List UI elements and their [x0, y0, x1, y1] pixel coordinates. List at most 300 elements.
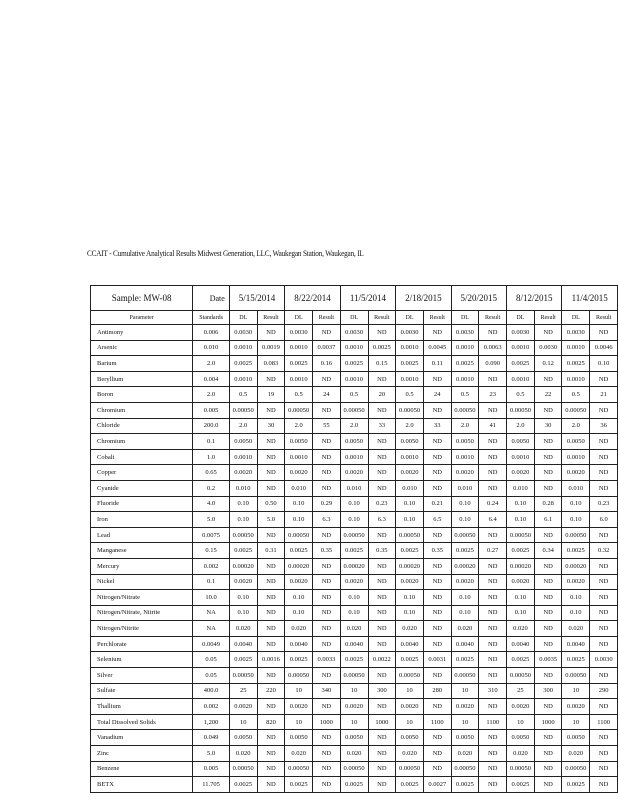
result-value: ND: [479, 527, 507, 543]
dl-value: 0.10: [229, 605, 257, 621]
result-value: 0.11: [423, 356, 451, 372]
result-value: ND: [423, 371, 451, 387]
dl-value: 0.0030: [340, 325, 368, 341]
table-row: [91, 574, 618, 590]
dl-value: 0.0010: [396, 340, 424, 356]
result-value: 55: [313, 418, 341, 434]
result-value: 1000: [313, 714, 341, 730]
result-value: ND: [368, 574, 396, 590]
result-value: ND: [479, 558, 507, 574]
dl-value: 0.00050: [396, 527, 424, 543]
result-value: ND: [534, 371, 562, 387]
result-value: ND: [368, 465, 396, 481]
result-value: 0.28: [534, 496, 562, 512]
table-row: [91, 496, 618, 512]
result-value: ND: [423, 402, 451, 418]
result-value: 0.0019: [257, 340, 285, 356]
date-header-row: [91, 286, 618, 311]
parameter-name: Cobalt: [91, 449, 193, 465]
result-value: ND: [423, 325, 451, 341]
dl-value: 0.0025: [285, 543, 313, 559]
dl-value: 0.10: [229, 496, 257, 512]
result-value: 0.32: [590, 543, 618, 559]
dl-value: 0.0040: [507, 636, 535, 652]
dl-value: 0.0020: [507, 574, 535, 590]
result-value: ND: [313, 668, 341, 684]
standard-value: NA: [193, 605, 229, 621]
result-value: ND: [423, 590, 451, 606]
dl-value: 0.0025: [562, 543, 590, 559]
dl-value: 0.0025: [285, 356, 313, 372]
result-value: 0.0033: [313, 652, 341, 668]
dl-value: 0.010: [396, 480, 424, 496]
result-value: ND: [257, 480, 285, 496]
parameter-name: Mercury: [91, 558, 193, 574]
dl-value: 0.020: [396, 746, 424, 762]
dl-value: 0.10: [562, 512, 590, 528]
result-value: ND: [368, 730, 396, 746]
sample-label: Sample: MW-08: [91, 286, 193, 311]
table-row: [91, 730, 618, 746]
standard-value: 0.006: [193, 325, 229, 341]
dl-value: 0.10: [507, 605, 535, 621]
dl-value: 0.00020: [396, 558, 424, 574]
result-value: ND: [313, 402, 341, 418]
result-value: 310: [479, 683, 507, 699]
dl-value: 0.00050: [562, 668, 590, 684]
result-value: ND: [590, 746, 618, 762]
dl-value: 0.020: [285, 746, 313, 762]
dl-value: 0.0025: [340, 356, 368, 372]
dl-value: 0.0025: [340, 652, 368, 668]
table-row: [91, 371, 618, 387]
table-row: [91, 652, 618, 668]
dl-value: 0.0010: [507, 371, 535, 387]
table-row: [91, 668, 618, 684]
result-value: ND: [479, 402, 507, 418]
dl-value: 0.00020: [507, 558, 535, 574]
dl-value: 0.00020: [229, 558, 257, 574]
standard-value: 200.0: [193, 418, 229, 434]
parameter-name: Nickel: [91, 574, 193, 590]
dl-value: 0.020: [340, 746, 368, 762]
dl-value: 0.10: [451, 605, 479, 621]
dl-value: 0.00050: [229, 668, 257, 684]
result-value: 0.0035: [534, 652, 562, 668]
dl-value: 0.00050: [229, 402, 257, 418]
result-value: ND: [590, 402, 618, 418]
dl-value: 0.0040: [229, 636, 257, 652]
result-value: ND: [534, 746, 562, 762]
dl-value: 0.00020: [340, 558, 368, 574]
date-header: 8/12/2015: [507, 286, 562, 311]
result-value: ND: [313, 449, 341, 465]
dl-value: 10: [562, 683, 590, 699]
dl-value: 0.00050: [562, 761, 590, 777]
dl-value: 0.00050: [285, 402, 313, 418]
dl-value: 0.0050: [285, 434, 313, 450]
dl-value: 0.0025: [562, 356, 590, 372]
result-value: ND: [257, 558, 285, 574]
dl-header: DL: [285, 311, 313, 325]
dl-value: 2.0: [340, 418, 368, 434]
result-value: 0.090: [479, 356, 507, 372]
dl-value: 0.10: [229, 590, 257, 606]
parameter-name: Chloride: [91, 418, 193, 434]
result-value: ND: [534, 325, 562, 341]
result-value: ND: [368, 590, 396, 606]
result-value: ND: [368, 605, 396, 621]
result-value: ND: [534, 777, 562, 793]
standard-value: 0.0049: [193, 636, 229, 652]
result-value: 20: [368, 387, 396, 403]
result-value: 6.1: [534, 512, 562, 528]
result-value: ND: [479, 699, 507, 715]
date-header: 11/4/2015: [562, 286, 618, 311]
result-value: 6.3: [313, 512, 341, 528]
result-value: ND: [479, 668, 507, 684]
dl-value: 0.020: [340, 621, 368, 637]
result-value: ND: [313, 371, 341, 387]
result-value: 0.23: [368, 496, 396, 512]
dl-value: 0.0025: [451, 652, 479, 668]
standard-value: 0.002: [193, 558, 229, 574]
result-value: ND: [590, 325, 618, 341]
dl-value: 2.0: [229, 418, 257, 434]
result-value: 0.0022: [368, 652, 396, 668]
result-value: ND: [590, 699, 618, 715]
dl-value: 0.00050: [451, 761, 479, 777]
dl-value: 0.0010: [285, 371, 313, 387]
result-value: ND: [313, 730, 341, 746]
result-value: ND: [534, 636, 562, 652]
result-value: ND: [257, 402, 285, 418]
result-value: ND: [368, 527, 396, 543]
dl-value: 0.0030: [451, 325, 479, 341]
dl-header: DL: [562, 311, 590, 325]
dl-value: 0.0020: [285, 574, 313, 590]
dl-value: 0.0010: [562, 340, 590, 356]
result-value: 41: [479, 418, 507, 434]
result-value: ND: [368, 699, 396, 715]
dl-value: 0.0010: [285, 340, 313, 356]
parameter-name: Fluoride: [91, 496, 193, 512]
dl-value: 0.00050: [396, 668, 424, 684]
dl-value: 10: [507, 714, 535, 730]
dl-value: 0.10: [340, 590, 368, 606]
result-value: ND: [313, 636, 341, 652]
dl-value: 0.00050: [340, 761, 368, 777]
result-value: ND: [590, 590, 618, 606]
dl-value: 0.10: [507, 512, 535, 528]
dl-value: 0.0040: [451, 636, 479, 652]
dl-value: 0.0020: [340, 574, 368, 590]
result-value: 0.0037: [313, 340, 341, 356]
dl-value: 10: [229, 714, 257, 730]
table-caption: CCAIT - Cumulative Analytical Results Midwest Generation, LLC, Waukegan Station, Waukegan, IL: [87, 249, 364, 258]
result-value: 0.35: [313, 543, 341, 559]
dl-value: 0.10: [285, 590, 313, 606]
result-value: ND: [479, 434, 507, 450]
result-value: ND: [479, 325, 507, 341]
dl-value: 0.020: [396, 621, 424, 637]
table-row: [91, 590, 618, 606]
dl-value: 0.00050: [451, 402, 479, 418]
dl-value: 0.0020: [562, 465, 590, 481]
parameter-name: Iron: [91, 512, 193, 528]
result-value: ND: [479, 574, 507, 590]
dl-value: 0.10: [562, 605, 590, 621]
parameter-name: Arsenic: [91, 340, 193, 356]
result-value: ND: [257, 621, 285, 637]
parameter-header: Parameter: [91, 311, 193, 325]
dl-value: 0.0025: [507, 356, 535, 372]
result-value: 33: [368, 418, 396, 434]
dl-value: 0.0020: [451, 574, 479, 590]
result-value: 0.35: [368, 543, 396, 559]
result-value: ND: [313, 574, 341, 590]
dl-value: 0.0025: [285, 777, 313, 793]
result-value: ND: [423, 480, 451, 496]
standard-value: 2.0: [193, 387, 229, 403]
result-value: ND: [534, 402, 562, 418]
result-value: ND: [368, 434, 396, 450]
result-value: 820: [257, 714, 285, 730]
result-value: ND: [590, 449, 618, 465]
dl-value: 0.10: [451, 512, 479, 528]
dl-value: 0.10: [396, 496, 424, 512]
result-value: ND: [257, 527, 285, 543]
result-value: ND: [313, 325, 341, 341]
result-value: 0.0027: [423, 777, 451, 793]
result-value: ND: [257, 449, 285, 465]
result-value: 0.083: [257, 356, 285, 372]
dl-value: 0.0050: [507, 434, 535, 450]
result-value: ND: [313, 558, 341, 574]
result-value: 0.0030: [590, 652, 618, 668]
parameter-name: Total Dissolved Solids: [91, 714, 193, 730]
result-value: ND: [313, 465, 341, 481]
result-value: 6.0: [590, 512, 618, 528]
table-row: [91, 761, 618, 777]
dl-value: 0.0010: [229, 449, 257, 465]
dl-value: 0.0010: [507, 449, 535, 465]
dl-header: DL: [451, 311, 479, 325]
standard-value: 0.0075: [193, 527, 229, 543]
result-value: ND: [257, 605, 285, 621]
dl-value: 0.0040: [340, 636, 368, 652]
result-value: 0.0030: [534, 340, 562, 356]
result-value: ND: [368, 402, 396, 418]
dl-value: 0.0020: [229, 465, 257, 481]
dl-value: 0.0025: [562, 652, 590, 668]
dl-value: 0.0010: [451, 449, 479, 465]
parameter-name: Lead: [91, 527, 193, 543]
dl-value: 0.10: [507, 496, 535, 512]
dl-value: 0.0010: [229, 371, 257, 387]
result-value: 0.0016: [257, 652, 285, 668]
dl-value: 0.00050: [285, 668, 313, 684]
result-value: ND: [313, 746, 341, 762]
result-value: ND: [423, 449, 451, 465]
dl-value: 0.10: [396, 590, 424, 606]
dl-value: 0.0025: [340, 543, 368, 559]
result-value: ND: [590, 668, 618, 684]
dl-value: 2.0: [507, 418, 535, 434]
dl-value: 0.10: [340, 605, 368, 621]
result-value: 6.4: [479, 512, 507, 528]
result-value: ND: [257, 761, 285, 777]
parameter-name: Nitrogen/Nitrite: [91, 621, 193, 637]
table-row: [91, 480, 618, 496]
result-value: ND: [423, 621, 451, 637]
table-row: [91, 777, 618, 793]
result-value: 0.31: [257, 543, 285, 559]
dl-value: 0.020: [507, 621, 535, 637]
result-value: ND: [423, 558, 451, 574]
result-value: ND: [479, 636, 507, 652]
result-value: 36: [590, 418, 618, 434]
dl-value: 0.10: [507, 590, 535, 606]
dl-value: 0.020: [451, 621, 479, 637]
result-value: ND: [590, 465, 618, 481]
result-header: Result: [257, 311, 285, 325]
dl-value: 0.0030: [285, 325, 313, 341]
dl-value: 0.0050: [562, 730, 590, 746]
result-value: ND: [590, 636, 618, 652]
dl-value: 0.0050: [229, 434, 257, 450]
standard-value: 0.005: [193, 402, 229, 418]
result-value: 0.10: [590, 356, 618, 372]
result-value: ND: [534, 730, 562, 746]
dl-value: 0.0050: [507, 730, 535, 746]
result-value: ND: [313, 699, 341, 715]
dl-value: 2.0: [451, 418, 479, 434]
dl-value: 0.0025: [229, 543, 257, 559]
dl-value: 0.00050: [451, 527, 479, 543]
table-row: [91, 621, 618, 637]
result-value: ND: [590, 434, 618, 450]
standard-value: 5.0: [193, 512, 229, 528]
parameter-name: Boron: [91, 387, 193, 403]
result-value: ND: [479, 761, 507, 777]
standards-header: Standards: [193, 311, 229, 325]
result-value: 24: [423, 387, 451, 403]
result-value: 300: [368, 683, 396, 699]
result-value: 0.15: [368, 356, 396, 372]
result-value: 0.12: [534, 356, 562, 372]
result-value: ND: [479, 371, 507, 387]
table-row: [91, 605, 618, 621]
parameter-name: Silver: [91, 668, 193, 684]
dl-value: 0.5: [507, 387, 535, 403]
table-row: [91, 699, 618, 715]
dl-value: 0.0025: [562, 777, 590, 793]
parameter-name: Copper: [91, 465, 193, 481]
dl-value: 0.00050: [340, 402, 368, 418]
dl-value: 0.5: [229, 387, 257, 403]
standard-value: 1.0: [193, 449, 229, 465]
dl-value: 0.0020: [285, 699, 313, 715]
table-row: [91, 746, 618, 762]
dl-value: 0.0020: [396, 574, 424, 590]
standard-value: 11.705: [193, 777, 229, 793]
column-header-row: [91, 311, 618, 325]
table-row: [91, 356, 618, 372]
result-value: 220: [257, 683, 285, 699]
parameter-name: Vanadium: [91, 730, 193, 746]
dl-value: 0.00050: [451, 668, 479, 684]
result-value: 0.0046: [590, 340, 618, 356]
dl-value: 0.0020: [229, 574, 257, 590]
dl-value: 0.10: [340, 512, 368, 528]
dl-value: 0.00020: [451, 558, 479, 574]
result-value: 0.0045: [423, 340, 451, 356]
result-value: 24: [313, 387, 341, 403]
result-value: ND: [423, 605, 451, 621]
result-value: 0.0031: [423, 652, 451, 668]
standard-value: 10.0: [193, 590, 229, 606]
result-value: 23: [479, 387, 507, 403]
table-row: [91, 512, 618, 528]
result-value: ND: [590, 777, 618, 793]
dl-value: 0.00050: [285, 527, 313, 543]
table-row: [91, 325, 618, 341]
parameter-name: Nitrogen/Nitrate, Nitrite: [91, 605, 193, 621]
standard-value: 0.004: [193, 371, 229, 387]
result-value: 280: [423, 683, 451, 699]
result-value: ND: [590, 621, 618, 637]
standard-value: 0.15: [193, 543, 229, 559]
parameter-name: Benzene: [91, 761, 193, 777]
dl-value: 0.0020: [451, 699, 479, 715]
dl-value: 0.0030: [229, 325, 257, 341]
dl-value: 0.00020: [285, 558, 313, 574]
result-value: ND: [368, 325, 396, 341]
result-value: ND: [534, 761, 562, 777]
table-row: [91, 402, 618, 418]
result-value: ND: [368, 621, 396, 637]
dl-value: 0.0020: [562, 699, 590, 715]
dl-value: 0.0050: [396, 730, 424, 746]
result-value: ND: [257, 777, 285, 793]
result-value: ND: [534, 480, 562, 496]
table-row: [91, 449, 618, 465]
dl-value: 10: [562, 714, 590, 730]
dl-header: DL: [229, 311, 257, 325]
table-row: [91, 418, 618, 434]
dl-value: 0.5: [285, 387, 313, 403]
dl-value: 25: [229, 683, 257, 699]
dl-value: 0.0020: [451, 465, 479, 481]
dl-value: 0.00050: [229, 761, 257, 777]
table-row: [91, 543, 618, 559]
dl-value: 0.0025: [507, 777, 535, 793]
result-value: ND: [257, 590, 285, 606]
dl-value: 0.020: [562, 621, 590, 637]
table-row: [91, 558, 618, 574]
standard-value: NA: [193, 621, 229, 637]
result-value: 300: [534, 683, 562, 699]
result-value: ND: [313, 761, 341, 777]
standard-value: 0.049: [193, 730, 229, 746]
result-value: ND: [479, 465, 507, 481]
standard-value: 0.005: [193, 761, 229, 777]
result-value: ND: [423, 699, 451, 715]
dl-value: 10: [396, 714, 424, 730]
dl-value: 0.0025: [396, 356, 424, 372]
result-value: 21: [590, 387, 618, 403]
